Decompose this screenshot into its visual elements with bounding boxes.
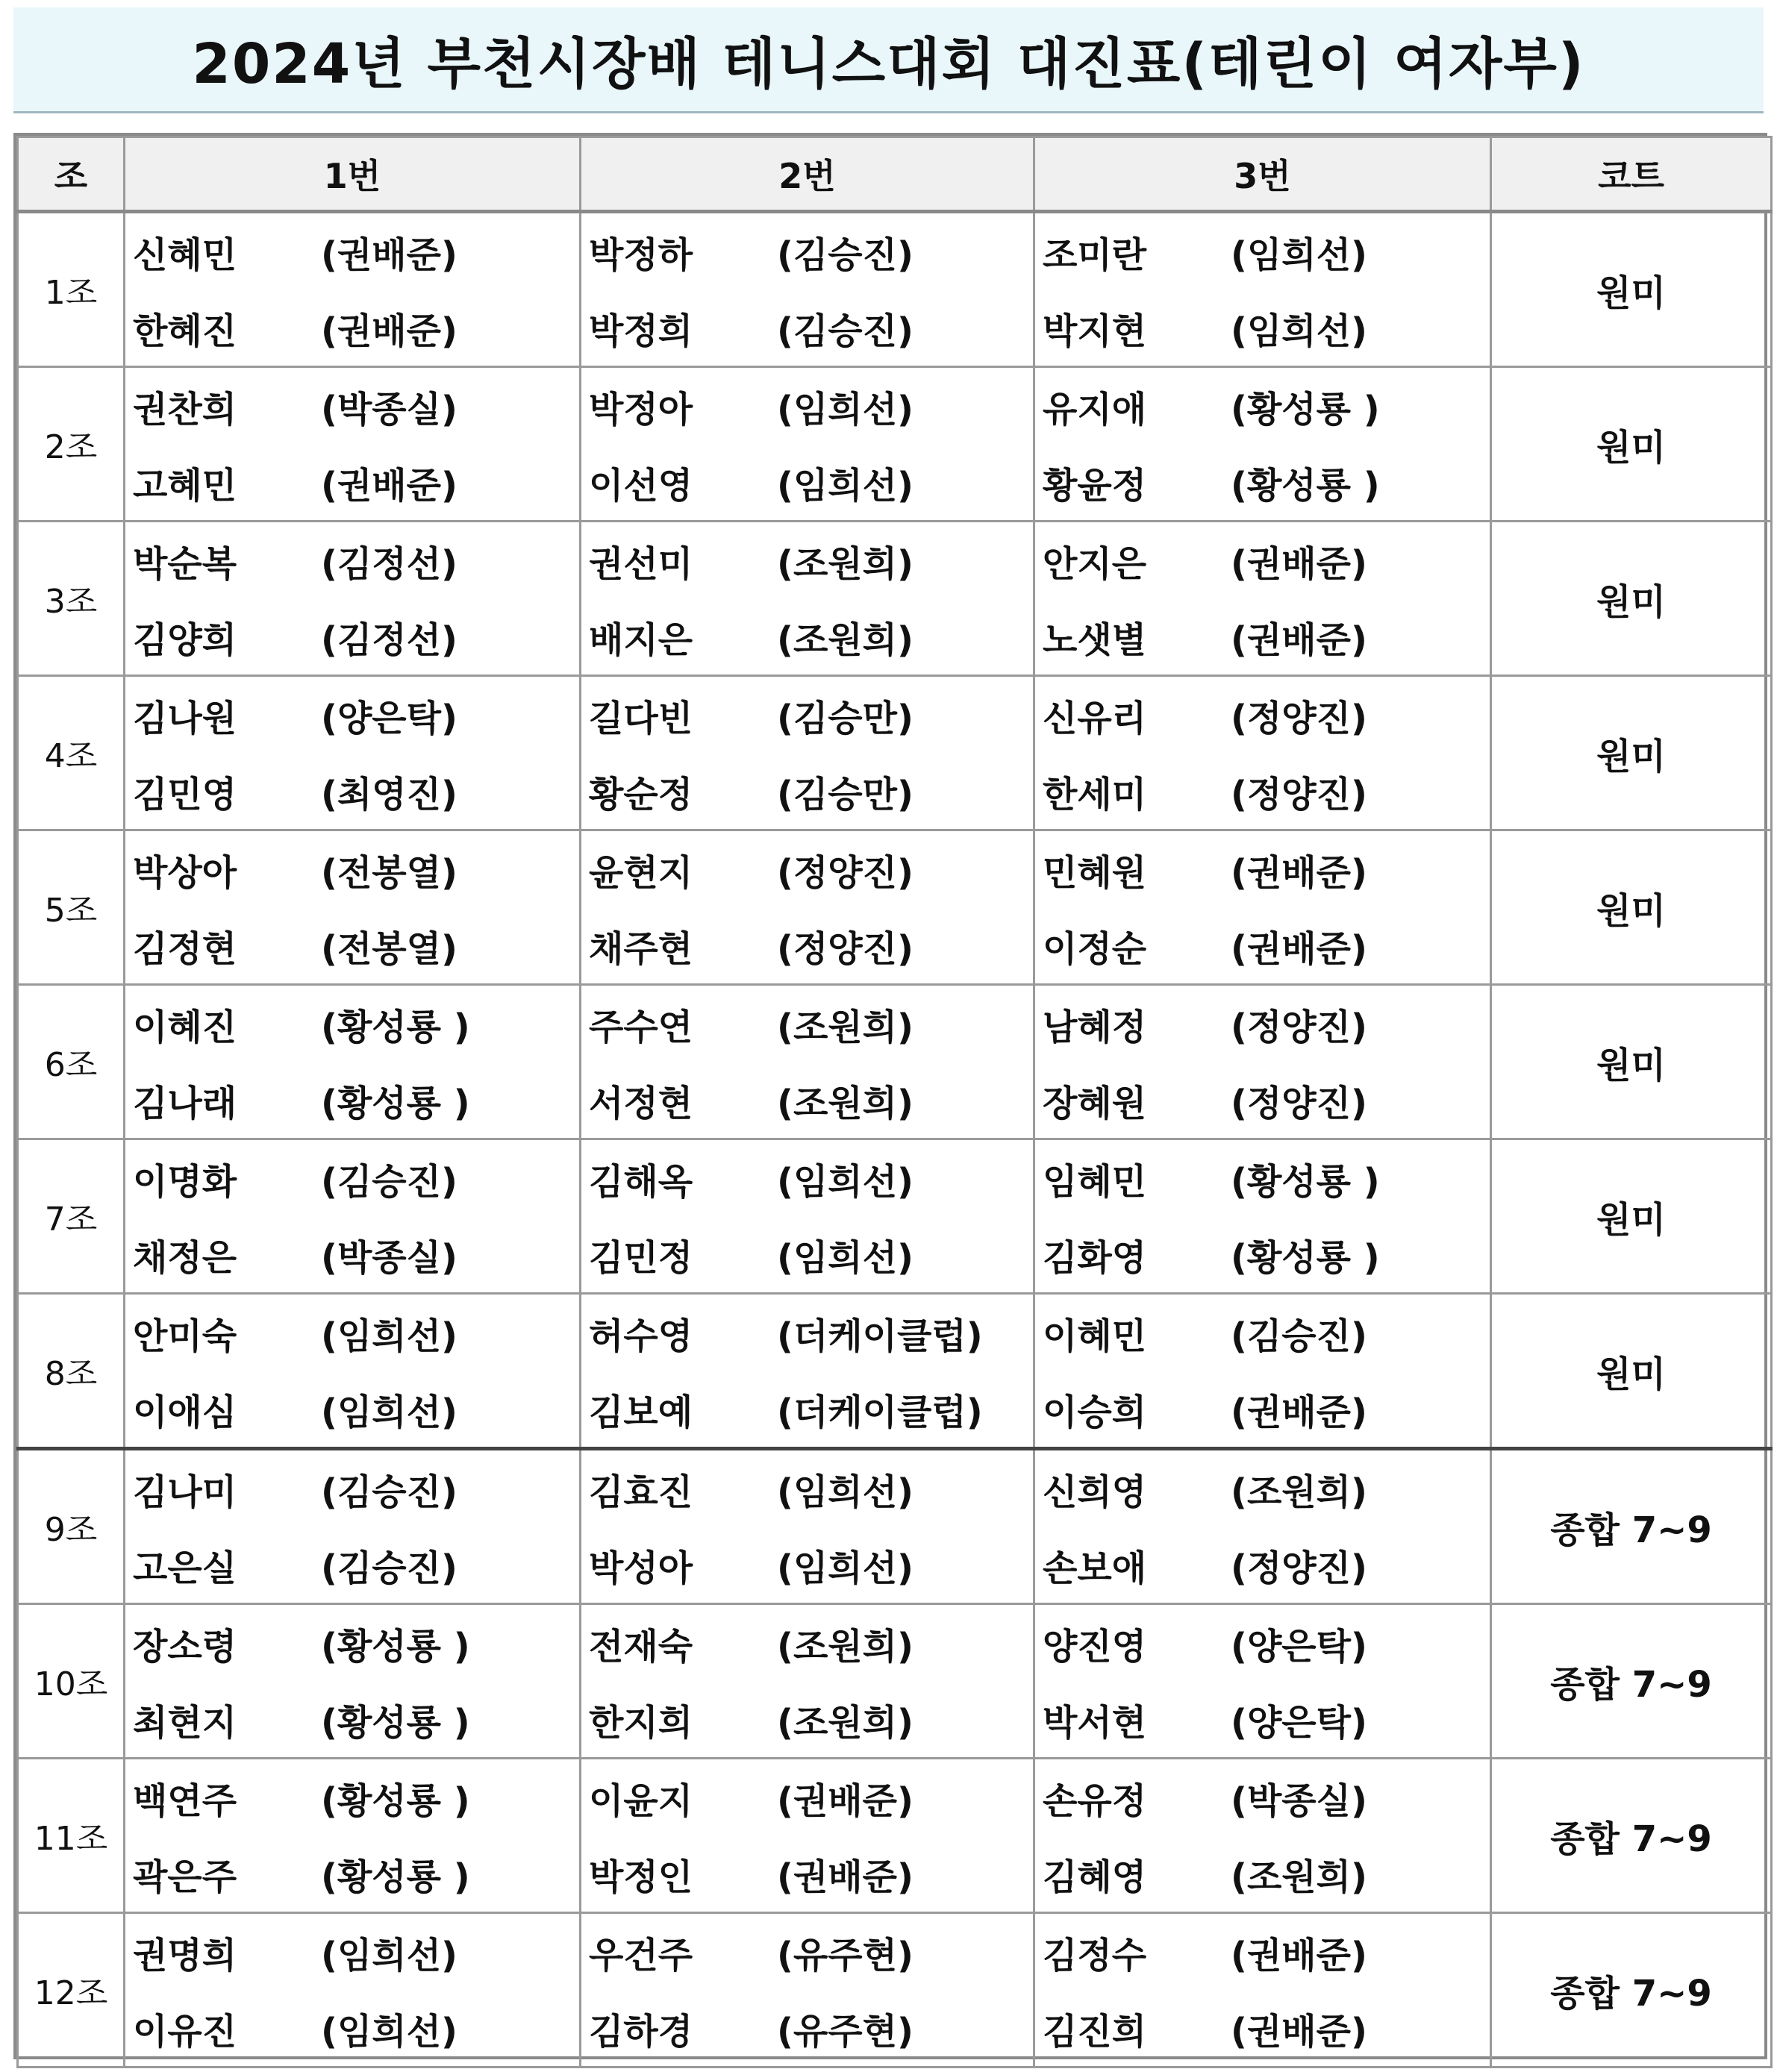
- player-name: 김민영: [133, 773, 237, 816]
- club-name: (임희선): [777, 388, 914, 431]
- group-label: 7조: [18, 1139, 125, 1294]
- player-name: 한세미: [1043, 773, 1147, 816]
- player-name: 주수연: [589, 1006, 693, 1048]
- club-name: (정양진): [1231, 773, 1367, 816]
- player-line: [1043, 1295, 1490, 1371]
- club-name: (김정선): [321, 619, 457, 661]
- bracket-table: [16, 136, 1773, 2068]
- club-name: (전봉열): [321, 851, 457, 894]
- team-cell-1: [125, 1759, 581, 1913]
- player-name: 고은실: [133, 1547, 237, 1589]
- club-name: (최영진): [321, 773, 457, 816]
- bracket-sheet: [13, 133, 1767, 2059]
- court-cell: 원미: [1491, 1294, 1772, 1449]
- player-line: [1043, 1835, 1490, 1912]
- player-line: [1043, 213, 1490, 289]
- player-name: 김보예: [589, 1391, 693, 1433]
- court-cell: 종합 7~9: [1491, 1604, 1772, 1759]
- club-name: (황성룡 ): [1231, 1236, 1380, 1279]
- player-name: 김민정: [589, 1236, 693, 1279]
- club-name: (정양진): [1231, 1547, 1367, 1589]
- club-name: (권배준): [777, 1856, 914, 1898]
- club-name: (김승진): [321, 1160, 457, 1203]
- player-line: [133, 986, 579, 1062]
- group-label: 5조: [18, 830, 125, 985]
- team-cell-3: [1034, 1604, 1491, 1759]
- player-name: 신유리: [1043, 697, 1147, 739]
- club-name: (정양진): [1231, 1082, 1367, 1124]
- player-name: 김화영: [1043, 1236, 1147, 1279]
- club-name: (황성룡 ): [321, 1082, 470, 1124]
- player-line: [589, 1295, 1033, 1371]
- club-name: (김승진): [321, 1471, 457, 1513]
- player-line: [133, 753, 579, 829]
- group-label: 11조: [18, 1759, 125, 1913]
- player-name: 민혜원: [1043, 851, 1147, 894]
- player-line: [589, 1527, 1033, 1603]
- player-line: [133, 368, 579, 444]
- player-name: 채주현: [589, 927, 693, 970]
- player-name: 김나래: [133, 1082, 237, 1124]
- team-cell-2: [581, 1139, 1034, 1294]
- group-row: [18, 212, 1772, 367]
- player-line: [589, 1681, 1033, 1757]
- player-line: [133, 444, 579, 520]
- player-name: 박정하: [589, 234, 693, 276]
- player-name: 김하경: [589, 2010, 693, 2053]
- page-title: 2024년 부천시장배 테니스대회 대진표(테린이 여자부): [192, 31, 1585, 96]
- club-name: (김승만): [777, 697, 914, 739]
- group-row: [18, 1604, 1772, 1759]
- club-name: (황성룡 ): [321, 1856, 470, 1898]
- club-name: (김승진): [321, 1547, 457, 1589]
- player-name: 황순정: [589, 773, 693, 816]
- player-line: [1043, 1681, 1490, 1757]
- court-cell: 종합 7~9: [1491, 1759, 1772, 1913]
- team-cell-3: [1034, 212, 1491, 367]
- team-cell-2: [581, 830, 1034, 985]
- club-name: (황성룡 ): [1231, 464, 1380, 507]
- group-label: 4조: [18, 676, 125, 830]
- player-line: [133, 677, 579, 753]
- club-name: (임희선): [777, 1236, 914, 1279]
- player-line: [589, 444, 1033, 520]
- player-line: [1043, 289, 1490, 366]
- club-name: (김승만): [777, 773, 914, 816]
- header-row: [18, 137, 1772, 212]
- team-cell-2: [581, 985, 1034, 1139]
- player-line: [133, 1914, 579, 1990]
- player-name: 김혜영: [1043, 1856, 1147, 1898]
- player-line: [1043, 753, 1490, 829]
- player-line: [589, 1605, 1033, 1681]
- group-label: 10조: [18, 1604, 125, 1759]
- team-cell-3: [1034, 985, 1491, 1139]
- player-name: 이애심: [133, 1391, 237, 1433]
- player-name: 양진영: [1043, 1625, 1147, 1668]
- club-name: (조원희): [777, 1701, 914, 1744]
- player-line: [589, 1759, 1033, 1835]
- player-name: 최현지: [133, 1701, 237, 1744]
- player-line: [133, 1681, 579, 1757]
- club-name: (임희선): [777, 1547, 914, 1589]
- player-name: 김정수: [1043, 1934, 1147, 1976]
- header-group: 조: [18, 137, 125, 212]
- club-name: (더케이클럽): [777, 1391, 983, 1433]
- club-name: (김승진): [777, 310, 914, 352]
- team-cell-1: [125, 1604, 581, 1759]
- group-label: 3조: [18, 522, 125, 676]
- player-name: 손보애: [1043, 1547, 1147, 1589]
- player-line: [589, 753, 1033, 829]
- club-name: (권배준): [321, 310, 457, 352]
- club-name: (권배준): [321, 464, 457, 507]
- player-line: [589, 1216, 1033, 1292]
- player-name: 권선미: [589, 542, 693, 585]
- team-cell-2: [581, 367, 1034, 522]
- player-line: [589, 1450, 1033, 1527]
- player-line: [1043, 986, 1490, 1062]
- player-line: [1043, 831, 1490, 907]
- group-row: [18, 1139, 1772, 1294]
- club-name: (양은탁): [321, 697, 457, 739]
- player-line: [1043, 368, 1490, 444]
- club-name: (정양진): [777, 927, 914, 970]
- club-name: (권배준): [1231, 2010, 1367, 2053]
- club-name: (더케이클럽): [777, 1315, 983, 1357]
- player-name: 한지희: [589, 1701, 693, 1744]
- team-cell-1: [125, 1913, 581, 2068]
- player-line: [133, 1835, 579, 1912]
- player-name: 김양희: [133, 619, 237, 661]
- court-cell: 원미: [1491, 985, 1772, 1139]
- player-line: [589, 1990, 1033, 2066]
- team-cell-3: [1034, 1449, 1491, 1604]
- player-line: [133, 1605, 579, 1681]
- player-line: [133, 1450, 579, 1527]
- player-line: [589, 598, 1033, 675]
- club-name: (박종실): [321, 1236, 457, 1279]
- player-name: 안지은: [1043, 542, 1147, 585]
- group-row: [18, 522, 1772, 676]
- player-name: 박지현: [1043, 310, 1147, 352]
- player-name: 이혜민: [1043, 1315, 1147, 1357]
- club-name: (조원희): [1231, 1471, 1367, 1513]
- team-cell-2: [581, 1604, 1034, 1759]
- player-line: [1043, 1914, 1490, 1990]
- club-name: (조원희): [777, 1625, 914, 1668]
- player-line: [133, 1990, 579, 2066]
- team-cell-2: [581, 1913, 1034, 2068]
- player-line: [589, 831, 1033, 907]
- club-name: (황성룡 ): [1231, 388, 1380, 431]
- club-name: (조원희): [777, 1006, 914, 1048]
- club-name: (임희선): [777, 1160, 914, 1203]
- club-name: (유주현): [777, 2010, 914, 2053]
- group-row: [18, 1759, 1772, 1913]
- player-line: [589, 1835, 1033, 1912]
- club-name: (권배준): [1231, 619, 1367, 661]
- club-name: (임희선): [321, 2010, 457, 2053]
- group-row: [18, 367, 1772, 522]
- player-name: 채정은: [133, 1236, 237, 1279]
- club-name: (유주현): [777, 1934, 914, 1976]
- player-line: [589, 522, 1033, 598]
- player-line: [1043, 1062, 1490, 1138]
- team-cell-3: [1034, 676, 1491, 830]
- player-name: 윤현지: [589, 851, 693, 894]
- group-label: 12조: [18, 1913, 125, 2068]
- club-name: (임희선): [1231, 310, 1367, 352]
- bracket-body: [18, 212, 1772, 2068]
- group-label: 6조: [18, 985, 125, 1139]
- player-line: [133, 522, 579, 598]
- group-row: [18, 676, 1772, 830]
- player-line: [133, 1140, 579, 1216]
- group-row: [18, 830, 1772, 985]
- header-slot-2: 2번: [581, 137, 1034, 212]
- player-name: 박순복: [133, 542, 237, 585]
- club-name: (황성룡 ): [321, 1780, 470, 1822]
- player-line: [1043, 1990, 1490, 2066]
- player-line: [1043, 1527, 1490, 1603]
- court-cell: 원미: [1491, 367, 1772, 522]
- club-name: (양은탁): [1231, 1625, 1367, 1668]
- club-name: (임희선): [321, 1934, 457, 1976]
- player-line: [133, 1759, 579, 1835]
- club-name: (권배준): [1231, 851, 1367, 894]
- group-label: 2조: [18, 367, 125, 522]
- player-line: [133, 907, 579, 983]
- player-name: 길다빈: [589, 697, 693, 739]
- group-label: 9조: [18, 1449, 125, 1604]
- player-name: 안미숙: [133, 1315, 237, 1357]
- club-name: (임희선): [777, 464, 914, 507]
- player-line: [133, 1062, 579, 1138]
- team-cell-3: [1034, 1139, 1491, 1294]
- player-name: 김진희: [1043, 2010, 1147, 2053]
- player-name: 김나미: [133, 1471, 237, 1513]
- team-cell-2: [581, 1759, 1034, 1913]
- player-name: 남혜정: [1043, 1006, 1147, 1048]
- player-line: [589, 1371, 1033, 1447]
- player-line: [133, 1527, 579, 1603]
- team-cell-3: [1034, 1913, 1491, 2068]
- player-line: [589, 1914, 1033, 1990]
- club-name: (조원희): [1231, 1856, 1367, 1898]
- player-name: 박서현: [1043, 1701, 1147, 1744]
- player-line: [1043, 677, 1490, 753]
- player-line: [589, 986, 1033, 1062]
- player-line: [1043, 598, 1490, 675]
- club-name: (황성룡 ): [321, 1701, 470, 1744]
- team-cell-2: [581, 676, 1034, 830]
- group-label: 8조: [18, 1294, 125, 1449]
- player-name: 이선영: [589, 464, 693, 507]
- club-name: (임희선): [777, 1471, 914, 1513]
- header-slot-1: 1번: [125, 137, 581, 212]
- team-cell-2: [581, 1294, 1034, 1449]
- team-cell-1: [125, 676, 581, 830]
- player-name: 박상아: [133, 851, 237, 894]
- player-name: 이정순: [1043, 927, 1147, 970]
- club-name: (황성룡 ): [321, 1006, 470, 1048]
- team-cell-1: [125, 1294, 581, 1449]
- team-cell-3: [1034, 1759, 1491, 1913]
- team-cell-1: [125, 367, 581, 522]
- club-name: (정양진): [1231, 1006, 1367, 1048]
- player-line: [133, 213, 579, 289]
- player-name: 황윤정: [1043, 464, 1147, 507]
- player-line: [1043, 907, 1490, 983]
- player-line: [1043, 1216, 1490, 1292]
- court-cell: 종합 7~9: [1491, 1913, 1772, 2068]
- court-cell: 원미: [1491, 830, 1772, 985]
- player-name: 노샛별: [1043, 619, 1147, 661]
- club-name: (김승진): [777, 234, 914, 276]
- player-name: 신희영: [1043, 1471, 1147, 1513]
- player-name: 박성아: [589, 1547, 693, 1589]
- player-line: [589, 1140, 1033, 1216]
- group-row: [18, 985, 1772, 1139]
- club-name: (김승진): [1231, 1315, 1367, 1357]
- player-name: 이승희: [1043, 1391, 1147, 1433]
- player-line: [1043, 444, 1490, 520]
- player-name: 장소령: [133, 1625, 237, 1668]
- player-line: [589, 213, 1033, 289]
- court-cell: 원미: [1491, 1139, 1772, 1294]
- player-name: 배지은: [589, 619, 693, 661]
- team-cell-1: [125, 830, 581, 985]
- player-line: [133, 831, 579, 907]
- player-line: [133, 1216, 579, 1292]
- player-line: [133, 1295, 579, 1371]
- player-name: 권찬희: [133, 388, 237, 431]
- player-line: [1043, 522, 1490, 598]
- club-name: (전봉열): [321, 927, 457, 970]
- team-cell-2: [581, 522, 1034, 676]
- player-line: [589, 907, 1033, 983]
- player-name: 전재숙: [589, 1625, 693, 1668]
- club-name: (조원희): [777, 619, 914, 661]
- team-cell-1: [125, 212, 581, 367]
- court-cell: 원미: [1491, 212, 1772, 367]
- header-slot-3: 3번: [1034, 137, 1491, 212]
- player-line: [589, 289, 1033, 366]
- group-row: [18, 1913, 1772, 2068]
- player-name: 권명희: [133, 1934, 237, 1976]
- player-name: 서정현: [589, 1082, 693, 1124]
- team-cell-1: [125, 1139, 581, 1294]
- player-line: [133, 598, 579, 675]
- player-line: [1043, 1450, 1490, 1527]
- club-name: (박종실): [1231, 1780, 1367, 1822]
- player-name: 손유정: [1043, 1780, 1147, 1822]
- court-cell: 원미: [1491, 676, 1772, 830]
- player-name: 임혜민: [1043, 1160, 1147, 1203]
- club-name: (양은탁): [1231, 1701, 1367, 1744]
- player-name: 김해옥: [589, 1160, 693, 1203]
- player-name: 이유진: [133, 2010, 237, 2053]
- club-name: (권배준): [1231, 1391, 1367, 1433]
- player-line: [133, 289, 579, 366]
- club-name: (김정선): [321, 542, 457, 585]
- club-name: (임희선): [1231, 234, 1367, 276]
- team-cell-2: [581, 1449, 1034, 1604]
- player-name: 유지애: [1043, 388, 1147, 431]
- club-name: (권배준): [1231, 542, 1367, 585]
- group-label: 1조: [18, 212, 125, 367]
- player-name: 이혜진: [133, 1006, 237, 1048]
- player-name: 박정인: [589, 1856, 693, 1898]
- team-cell-1: [125, 1449, 581, 1604]
- player-line: [133, 1371, 579, 1447]
- player-name: 이윤지: [589, 1780, 693, 1822]
- group-row: [18, 1449, 1772, 1604]
- team-cell-3: [1034, 522, 1491, 676]
- team-cell-2: [581, 212, 1034, 367]
- player-line: [589, 368, 1033, 444]
- club-name: (권배준): [321, 234, 457, 276]
- player-line: [1043, 1371, 1490, 1447]
- player-name: 박정희: [589, 310, 693, 352]
- court-cell: 종합 7~9: [1491, 1449, 1772, 1604]
- club-name: (박종실): [321, 388, 457, 431]
- player-name: 박정아: [589, 388, 693, 431]
- player-name: 곽은주: [133, 1856, 237, 1898]
- club-name: (정양진): [1231, 697, 1367, 739]
- player-name: 이명화: [133, 1160, 237, 1203]
- player-name: 조미란: [1043, 234, 1147, 276]
- player-name: 김효진: [589, 1471, 693, 1513]
- team-cell-1: [125, 985, 581, 1139]
- title-bar: [13, 7, 1764, 113]
- team-cell-1: [125, 522, 581, 676]
- team-cell-3: [1034, 830, 1491, 985]
- player-name: 장혜원: [1043, 1082, 1147, 1124]
- club-name: (임희선): [321, 1391, 457, 1433]
- player-line: [1043, 1140, 1490, 1216]
- group-row: [18, 1294, 1772, 1449]
- club-name: (정양진): [777, 851, 914, 894]
- player-line: [589, 677, 1033, 753]
- club-name: (권배준): [1231, 927, 1367, 970]
- player-line: [1043, 1605, 1490, 1681]
- club-name: (권배준): [1231, 1934, 1367, 1976]
- club-name: (임희선): [321, 1315, 457, 1357]
- team-cell-3: [1034, 367, 1491, 522]
- player-name: 한혜진: [133, 310, 237, 352]
- court-cell: 원미: [1491, 522, 1772, 676]
- player-name: 우건주: [589, 1934, 693, 1976]
- player-name: 백연주: [133, 1780, 237, 1822]
- header-court: 코트: [1491, 137, 1772, 212]
- player-name: 허수영: [589, 1315, 693, 1357]
- club-name: (황성룡 ): [321, 1625, 470, 1668]
- club-name: (조원희): [777, 542, 914, 585]
- player-name: 김정현: [133, 927, 237, 970]
- player-name: 고혜민: [133, 464, 237, 507]
- club-name: (권배준): [777, 1780, 914, 1822]
- club-name: (황성룡 ): [1231, 1160, 1380, 1203]
- player-line: [589, 1062, 1033, 1138]
- player-name: 신혜민: [133, 234, 237, 276]
- player-line: [1043, 1759, 1490, 1835]
- team-cell-3: [1034, 1294, 1491, 1449]
- player-name: 김나원: [133, 697, 237, 739]
- club-name: (조원희): [777, 1082, 914, 1124]
